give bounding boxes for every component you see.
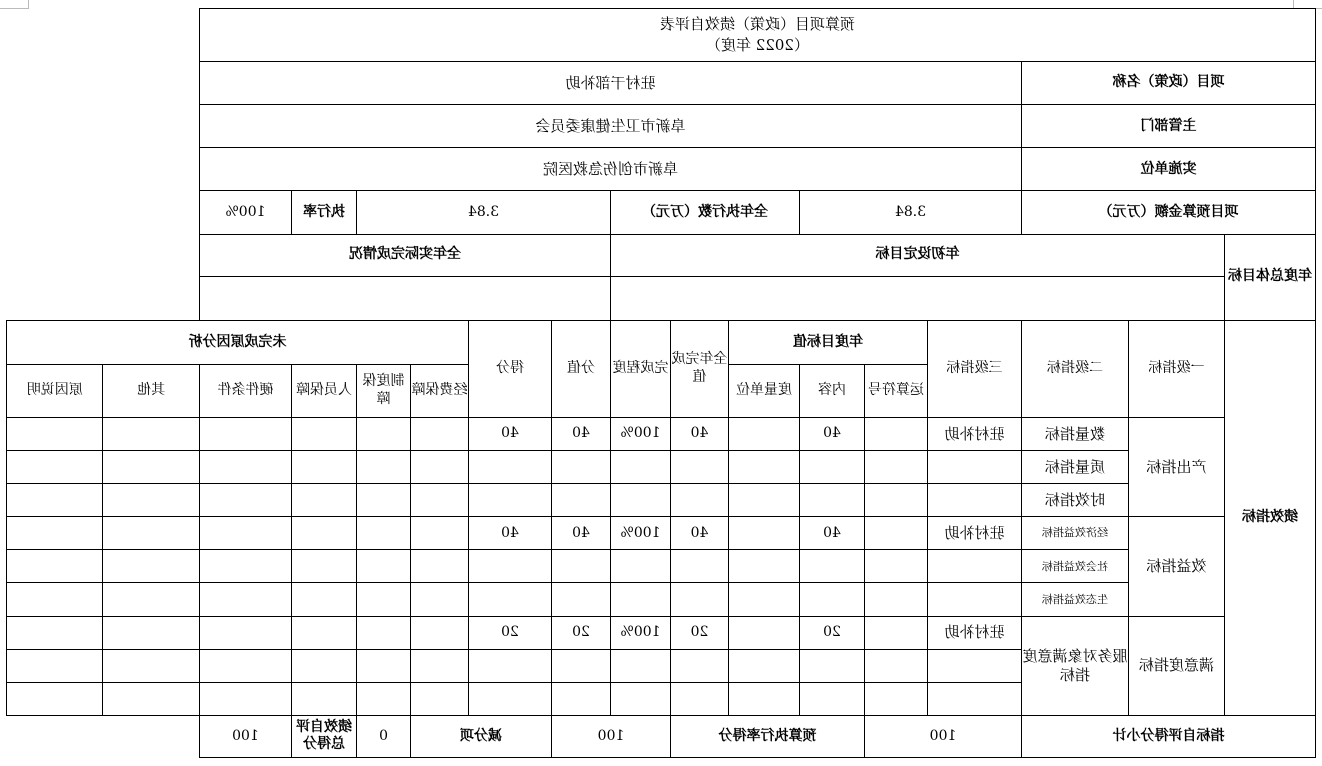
reason-cell (103, 451, 199, 484)
reason-cell (7, 484, 103, 517)
output-indicator-cell: 产出指标 (1129, 418, 1225, 517)
level2-cell: 经济效益指标 (1022, 517, 1129, 550)
project-name-value: 驻村干部补助 (199, 62, 1021, 105)
form-year: （2022 年度） (705, 36, 809, 55)
reason-cell (357, 517, 411, 550)
actual-cell (671, 484, 729, 517)
reason-staff-header: 人员保障 (292, 364, 357, 417)
reason-cell (7, 451, 103, 484)
form-title-cell (199, 9, 1315, 62)
unit-cell (729, 484, 800, 517)
implementing-unit-label: 实施单位 (1022, 148, 1316, 191)
table-row (7, 616, 1316, 649)
score-cell: 20 (469, 616, 552, 649)
level3-cell: 驻村补助 (928, 616, 1022, 649)
content-header: 内容 (800, 364, 865, 417)
subtotal-value: 100 (865, 715, 1022, 757)
unit-cell (729, 583, 800, 616)
reason-cell (292, 649, 357, 682)
actual-cell (671, 649, 729, 682)
level3-cell (928, 583, 1022, 616)
reason-cell (199, 418, 291, 451)
reason-funding-header: 经费保障 (411, 364, 469, 417)
unit-cell (729, 550, 800, 583)
budget-label: 项目预算金额（万元） (1022, 191, 1316, 234)
table-row (7, 418, 1316, 451)
overall-goal-label: 年度总体目标 (1225, 234, 1316, 320)
reason-cell (411, 451, 469, 484)
actual-value-header: 全年完成值 (671, 320, 729, 417)
weight-cell (552, 583, 611, 616)
deduct-label: 减分项 (411, 715, 552, 757)
score-cell (469, 583, 552, 616)
executed-label: 全年执行数（万元） (611, 191, 800, 234)
reason-cell (357, 484, 411, 517)
department-label: 主管部门 (1022, 105, 1316, 148)
level2-cell: 质量指标 (1022, 451, 1129, 484)
actual-cell (671, 451, 729, 484)
actual-cell (671, 550, 729, 583)
reason-cell (292, 451, 357, 484)
reason-other-header: 其他 (103, 364, 199, 417)
level3-cell (928, 550, 1022, 583)
actual-cell (671, 583, 729, 616)
target-group-header: 年度目标值 (729, 320, 928, 364)
level2-cell: 服务对象满意度指标 (1022, 616, 1129, 715)
actual-cell: 40 (671, 418, 729, 451)
rate-label: 执行率 (292, 191, 357, 234)
reason-cell (292, 550, 357, 583)
reason-cell (292, 583, 357, 616)
reason-cell (357, 649, 411, 682)
level2-header: 二级指标 (1022, 320, 1129, 417)
level3-cell (928, 682, 1022, 715)
completion-cell (611, 583, 671, 616)
reason-cell (199, 583, 291, 616)
reason-cell (103, 418, 199, 451)
score-cell (469, 451, 552, 484)
reason-cell (199, 682, 291, 715)
reason-cell (292, 517, 357, 550)
operator-cell (865, 682, 928, 715)
reason-cell (103, 583, 199, 616)
form-title: 预算项目（政策）绩效自评表 (659, 15, 855, 34)
weight-cell (552, 484, 611, 517)
benefit-indicator-cell: 效益指标 (1129, 517, 1225, 616)
budget-score-label: 预算执行率得分 (671, 715, 865, 757)
operator-cell (865, 616, 928, 649)
reason-cell (357, 550, 411, 583)
initial-goal-label: 年初设定目标 (611, 234, 1225, 276)
reason-cell (199, 484, 291, 517)
reason-cell (292, 418, 357, 451)
reason-cell (411, 649, 469, 682)
reason-cell (411, 682, 469, 715)
operator-header: 运算符号 (865, 364, 928, 417)
unit-cell (729, 418, 800, 451)
unit-cell (729, 616, 800, 649)
reason-cell (411, 550, 469, 583)
completion-cell (611, 451, 671, 484)
reason-cell (357, 451, 411, 484)
reason-cell (199, 451, 291, 484)
project-name-label: 项目（政策）名称 (1022, 62, 1316, 105)
content-cell (800, 451, 865, 484)
reason-cell (199, 649, 291, 682)
unit-header: 度量单位 (729, 364, 800, 417)
table-row (7, 550, 1316, 583)
actual-cell: 20 (671, 616, 729, 649)
content-cell (800, 484, 865, 517)
actual-goal-label: 全年实际完成情况 (199, 234, 610, 276)
unit-cell (729, 682, 800, 715)
weight-header: 分值 (552, 320, 611, 417)
completion-cell (611, 484, 671, 517)
table-row (7, 583, 1316, 616)
satisfaction-indicator-cell: 满意度指标 (1129, 616, 1225, 715)
reason-cell (357, 418, 411, 451)
budget-score-value: 100 (552, 715, 671, 757)
score-cell: 40 (469, 517, 552, 550)
reason-cell (411, 517, 469, 550)
completion-cell: 100% (611, 418, 671, 451)
reason-cell (103, 517, 199, 550)
reason-cell (199, 616, 291, 649)
unit-cell (729, 517, 800, 550)
operator-cell (865, 550, 928, 583)
reason-hardware-header: 硬件条件 (199, 364, 291, 417)
executed-value: 3.84 (357, 191, 611, 234)
weight-cell (552, 451, 611, 484)
reason-cell (7, 418, 103, 451)
reason-cell (103, 616, 199, 649)
completion-cell: 100% (611, 517, 671, 550)
reason-explain-header: 原因说明 (7, 364, 103, 417)
reason-cell (292, 682, 357, 715)
operator-cell (865, 418, 928, 451)
level2-cell: 时效指标 (1022, 484, 1129, 517)
level2-cell: 生态效益指标 (1022, 583, 1129, 616)
unit-cell (729, 649, 800, 682)
budget-value: 3.84 (800, 191, 1022, 234)
reason-cell (357, 616, 411, 649)
weight-cell: 20 (552, 616, 611, 649)
content-cell (800, 583, 865, 616)
level3-header: 三级指标 (928, 320, 1022, 417)
reason-cell (7, 517, 103, 550)
level2-cell: 数量指标 (1022, 418, 1129, 451)
operator-cell (865, 649, 928, 682)
score-cell (469, 484, 552, 517)
reason-cell (7, 583, 103, 616)
department-value: 阜新市卫生健康委员会 (199, 105, 1021, 148)
operator-cell (865, 583, 928, 616)
level3-cell: 驻村补助 (928, 517, 1022, 550)
implementing-unit-value: 阜新市创伤急救医院 (199, 148, 1021, 191)
content-cell: 20 (800, 616, 865, 649)
level3-cell (928, 649, 1022, 682)
level1-header: 一级指标 (1129, 320, 1225, 417)
reason-cell (357, 583, 411, 616)
content-cell: 40 (800, 517, 865, 550)
reasons-group-header: 未完成原因分析 (7, 320, 469, 364)
reason-cell (411, 484, 469, 517)
operator-cell (865, 451, 928, 484)
reason-cell (292, 616, 357, 649)
reason-cell (103, 649, 199, 682)
content-cell (800, 550, 865, 583)
reason-cell (357, 682, 411, 715)
score-cell: 40 (469, 418, 552, 451)
weight-cell (552, 550, 611, 583)
weight-cell (552, 682, 611, 715)
actual-goal-text (199, 276, 610, 320)
performance-evaluation-table (6, 8, 1316, 758)
unit-cell (729, 451, 800, 484)
subtotal-label: 指标自评得分小计 (1022, 715, 1316, 757)
completion-cell (611, 682, 671, 715)
weight-cell: 40 (552, 418, 611, 451)
completion-cell: 100% (611, 616, 671, 649)
table-row (7, 484, 1316, 517)
score-cell (469, 649, 552, 682)
total-value: 100 (199, 715, 291, 757)
reason-cell (103, 484, 199, 517)
deduct-value: 0 (357, 715, 411, 757)
level3-cell (928, 451, 1022, 484)
actual-cell (671, 682, 729, 715)
table-row (7, 517, 1316, 550)
reason-cell (199, 550, 291, 583)
reason-cell (7, 649, 103, 682)
completion-cell (611, 649, 671, 682)
weight-cell (552, 649, 611, 682)
content-cell: 40 (800, 418, 865, 451)
level2-cell: 社会效益指标 (1022, 550, 1129, 583)
reason-cell (103, 682, 199, 715)
reason-cell (411, 583, 469, 616)
content-cell (800, 682, 865, 715)
reason-system-header: 制度保障 (357, 364, 411, 417)
reason-cell (411, 418, 469, 451)
reason-cell (103, 550, 199, 583)
total-label: 绩效自评总得分 (292, 715, 357, 757)
operator-cell (865, 517, 928, 550)
completion-cell (611, 550, 671, 583)
operator-cell (865, 484, 928, 517)
perf-indicator-cell: 绩效指标 (1225, 320, 1316, 715)
reason-cell (7, 682, 103, 715)
weight-cell: 40 (552, 517, 611, 550)
table-row (7, 451, 1316, 484)
actual-cell: 40 (671, 517, 729, 550)
reason-cell (199, 517, 291, 550)
rate-value: 100% (199, 191, 291, 234)
score-cell (469, 550, 552, 583)
level3-cell (928, 484, 1022, 517)
score-header: 得分 (469, 320, 552, 417)
reason-cell (7, 616, 103, 649)
completion-header: 完成程度 (611, 320, 671, 417)
reason-cell (292, 484, 357, 517)
level3-cell: 驻村补助 (928, 418, 1022, 451)
initial-goal-text (611, 276, 1225, 320)
reason-cell (411, 616, 469, 649)
content-cell (800, 649, 865, 682)
reason-cell (7, 550, 103, 583)
score-cell (469, 682, 552, 715)
